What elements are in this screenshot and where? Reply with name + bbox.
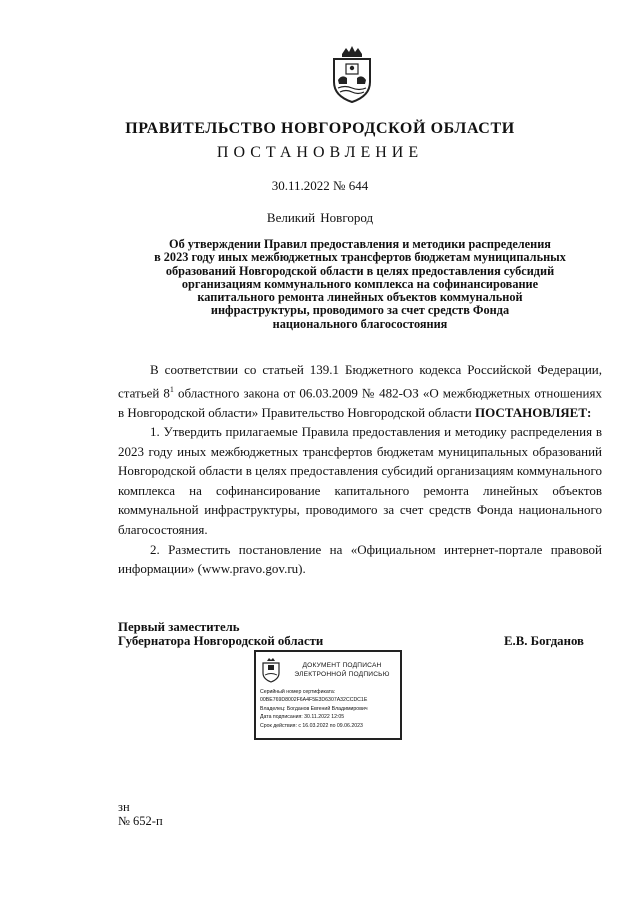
- resolves-keyword: ПОСТАНОВЛЯЕТ:: [475, 404, 592, 420]
- signatory-position: [118, 620, 323, 648]
- stamp-title: [286, 661, 398, 679]
- registration-number: № 652-п: [118, 814, 163, 828]
- document-type: ПОСТАНОВЛЕНИЕ: [216, 144, 424, 161]
- subject-line: Об утверждении Правил предоставления и методики распределения: [169, 237, 551, 251]
- preamble-text-cont: областного закона от 06.03.2009 № 482-ОЗ «О межбюджетных отношениях в Новгородской области» Правительство Новгородской области: [118, 384, 602, 420]
- stamp-emblem-icon: [260, 657, 282, 683]
- certificate-serial: 00BE769D8002F6A4F5E3D6307A32CCDC1E: [260, 697, 368, 704]
- subject-line: организациям коммунального комплекса на софинансирование: [181, 276, 539, 291]
- electronic-signature-stamp: [254, 650, 402, 740]
- government-name: ПРАВИТЕЛЬСТВО НОВГОРОДСКОЙ ОБЛАСТИ: [125, 120, 515, 137]
- stamp-details: [260, 688, 400, 730]
- certificate-label: Серийный номер сертификата:: [260, 689, 336, 695]
- subject-line: инфраструктуры, проводимого за счет средств Фонда: [210, 303, 510, 318]
- coat-of-arms-emblem: [328, 44, 376, 104]
- article-superscript: 1: [169, 384, 174, 394]
- decree-body: [118, 360, 602, 579]
- signing-date: Дата подписания: 30.11.2022 12:05: [260, 714, 345, 721]
- executor-initials: зн: [118, 800, 130, 814]
- preamble-text: В соответствии со статьей 139.1 Бюджетного кодекса Российской Федерации, статьей 8: [118, 362, 602, 400]
- subject-line: национального благосостояния: [272, 316, 448, 331]
- item-2-paragraph: 2. Разместить постановление на «Официальном интернет-портале правовой информации» (www.pravo.gov.ru).: [118, 541, 602, 577]
- subject-line: капитального ремонта линейных объектов коммунальной: [197, 290, 523, 305]
- certificate-validity: Срок действия: с 16.03.2022 по 09.06.2023: [260, 722, 363, 729]
- stamp-title-line: ДОКУМЕНТ ПОДПИСАН: [302, 662, 382, 669]
- position-line: Первый заместитель: [118, 620, 240, 634]
- item-1-paragraph: 1. Утвердить прилагаемые Правила предоставления и методику распределения в 2023 году иных межбюджетных трансфертов бюджетам муниципальных образований Новгородской области в целях предоставления субсидий организациям коммунального комплекса на софинансирование капитального ремонта линейных объектов коммунальной инфраструктуры, проводимого за счет средств Фонда национального благосостояния.: [118, 424, 602, 538]
- position-line: Губернатора Новгородской области: [118, 634, 324, 648]
- stamp-title-line: ЭЛЕКТРОННОЙ ПОДПИСЬЮ: [294, 671, 390, 678]
- city-name: Великий Новгород: [266, 210, 374, 225]
- preamble-paragraph: [118, 360, 602, 422]
- signatory-name: Е.В. Богданов: [504, 634, 584, 648]
- subject-line: образований Новгородской области в целях предоставления субсидий: [165, 263, 555, 278]
- decree-subject: [118, 238, 602, 331]
- document-footer: [118, 800, 163, 828]
- subject-line: в 2023 году иных межбюджетных трансфертов бюджетам муниципальных: [154, 250, 566, 265]
- certificate-owner: Владелец: Богданов Евгений Владимирович: [260, 705, 368, 712]
- date-and-number: 30.11.2022 № 644: [271, 178, 369, 193]
